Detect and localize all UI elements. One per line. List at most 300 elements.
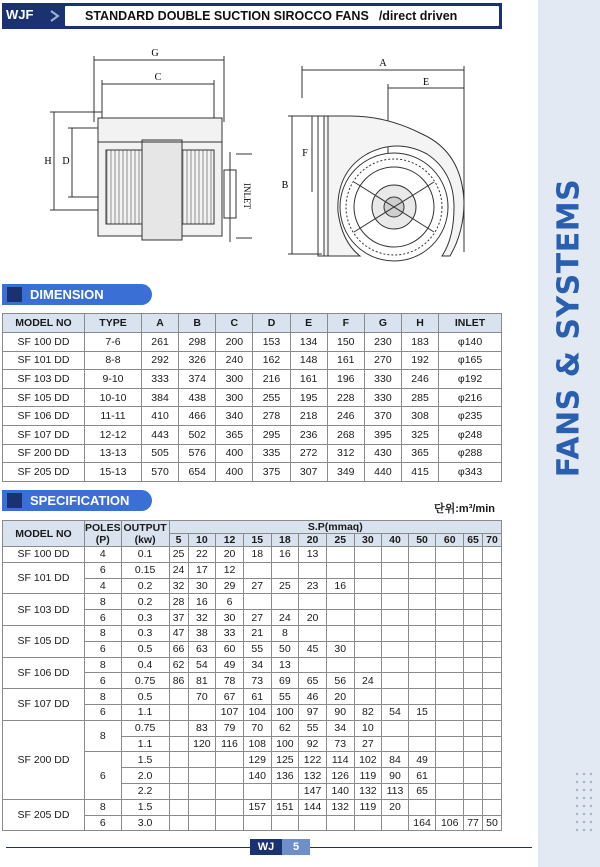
airflow-cell xyxy=(382,641,409,657)
dimension-cell: 340 xyxy=(216,407,253,426)
poles-unit: (P) xyxy=(95,533,110,546)
dimension-cell: 150 xyxy=(327,333,364,352)
airflow-cell: 46 xyxy=(299,689,327,705)
dimension-cell: 384 xyxy=(142,388,179,407)
airflow-cell xyxy=(408,547,436,563)
airflow-cell: 132 xyxy=(354,783,382,799)
dimension-col-header: G xyxy=(364,314,401,333)
airflow-cell: 45 xyxy=(299,641,327,657)
dimension-cell: 148 xyxy=(290,351,327,370)
airflow-cell xyxy=(271,562,299,578)
airflow-cell xyxy=(436,547,464,563)
airflow-cell: 113 xyxy=(382,783,409,799)
airflow-cell xyxy=(299,657,327,673)
spec-row xyxy=(3,547,502,563)
airflow-cell: 49 xyxy=(216,657,244,673)
dimension-cell: 12-12 xyxy=(85,425,142,444)
airflow-cell: 24 xyxy=(169,562,188,578)
page-subtitle: /direct driven xyxy=(378,9,458,23)
dimension-cell: 400 xyxy=(216,463,253,482)
airflow-cell xyxy=(436,641,464,657)
airflow-cell: 29 xyxy=(216,578,244,594)
airflow-cell: 32 xyxy=(169,578,188,594)
airflow-cell xyxy=(408,689,436,705)
dimension-cell: 375 xyxy=(253,463,290,482)
airflow-cell: 25 xyxy=(169,547,188,563)
dimension-cell: 268 xyxy=(327,425,364,444)
airflow-cell xyxy=(483,768,502,784)
airflow-cell: 24 xyxy=(271,610,299,626)
dimension-cell: 285 xyxy=(401,388,438,407)
dimension-cell: 430 xyxy=(364,444,401,463)
airflow-cell: 60 xyxy=(216,641,244,657)
spec-row xyxy=(3,799,502,815)
unit-label: 단위:m³/min xyxy=(434,503,495,515)
dimension-cell: 443 xyxy=(142,425,179,444)
model-cell: SF 105 DD xyxy=(3,388,85,407)
airflow-cell xyxy=(408,562,436,578)
dimension-cell: 236 xyxy=(290,425,327,444)
dim-label-c: C xyxy=(154,72,162,83)
dimension-col-header: F xyxy=(327,314,364,333)
dimension-row xyxy=(3,407,502,426)
airflow-cell xyxy=(169,768,188,784)
airflow-cell: 116 xyxy=(216,736,244,752)
sp-value-header: 18 xyxy=(271,534,299,547)
model-cell: SF 107 DD xyxy=(3,689,85,721)
airflow-cell: 63 xyxy=(188,641,216,657)
airflow-cell: 136 xyxy=(271,768,299,784)
output-cell: 0.1 xyxy=(121,547,169,563)
airflow-cell xyxy=(436,657,464,673)
output-cell: 0.75 xyxy=(121,720,169,736)
airflow-cell: 114 xyxy=(326,752,354,768)
spec-sp-header: S.P(mmaq) xyxy=(169,521,501,534)
airflow-cell xyxy=(483,594,502,610)
dimension-cell: 218 xyxy=(290,407,327,426)
airflow-cell xyxy=(354,610,382,626)
dimension-cell: 230 xyxy=(364,333,401,352)
airflow-cell: 13 xyxy=(271,657,299,673)
airflow-cell: 62 xyxy=(169,657,188,673)
airflow-cell: 55 xyxy=(299,720,327,736)
airflow-cell xyxy=(216,783,244,799)
airflow-cell: 140 xyxy=(243,768,271,784)
airflow-cell xyxy=(464,689,483,705)
output-cell: 0.2 xyxy=(121,578,169,594)
dimension-cell: 410 xyxy=(142,407,179,426)
model-cell: SF 101 DD xyxy=(3,351,85,370)
airflow-cell: 17 xyxy=(188,562,216,578)
airflow-cell xyxy=(436,736,464,752)
model-cell: SF 103 DD xyxy=(3,370,85,389)
dimension-cell: φ288 xyxy=(439,444,502,463)
airflow-cell xyxy=(408,625,436,641)
inlet-label: INLET xyxy=(242,183,252,209)
airflow-cell: 38 xyxy=(188,625,216,641)
airflow-cell: 34 xyxy=(326,720,354,736)
airflow-cell: 55 xyxy=(271,689,299,705)
dimension-cell: 374 xyxy=(179,370,216,389)
model-cell: SF 101 DD xyxy=(3,562,85,594)
sp-value-header: 40 xyxy=(382,534,409,547)
airflow-cell xyxy=(271,815,299,831)
airflow-cell: 28 xyxy=(169,594,188,610)
dimension-cell: 270 xyxy=(364,351,401,370)
page-title: STANDARD DOUBLE SUCTION SIROCCO FANS /direct driven xyxy=(64,5,500,27)
airflow-cell: 102 xyxy=(354,752,382,768)
airflow-cell xyxy=(382,736,409,752)
dimension-cell: 466 xyxy=(179,407,216,426)
dimension-cell: 570 xyxy=(142,463,179,482)
output-cell: 0.3 xyxy=(121,610,169,626)
airflow-cell: 25 xyxy=(271,578,299,594)
airflow-cell xyxy=(382,689,409,705)
airflow-cell: 132 xyxy=(326,799,354,815)
sp-value-header: 5 xyxy=(169,534,188,547)
airflow-cell: 56 xyxy=(326,673,354,689)
dimension-cell: 161 xyxy=(327,351,364,370)
airflow-cell xyxy=(169,752,188,768)
dimension-cell: 240 xyxy=(216,351,253,370)
airflow-cell xyxy=(464,736,483,752)
dimension-cell: 349 xyxy=(327,463,364,482)
sp-value-header: 15 xyxy=(243,534,271,547)
airflow-cell xyxy=(436,562,464,578)
airflow-cell: 78 xyxy=(216,673,244,689)
dimension-cell: φ165 xyxy=(439,351,502,370)
sp-value-header: 25 xyxy=(326,534,354,547)
airflow-cell: 6 xyxy=(216,594,244,610)
series-code: WJF xyxy=(6,7,34,22)
dimension-section-title: DIMENSION xyxy=(2,284,152,305)
arrow-icon xyxy=(48,7,62,25)
airflow-cell: 33 xyxy=(216,625,244,641)
airflow-cell: 8 xyxy=(271,625,299,641)
airflow-cell: 140 xyxy=(326,783,354,799)
airflow-cell xyxy=(326,610,354,626)
poles-cell: 8 xyxy=(85,594,122,610)
airflow-cell xyxy=(483,673,502,689)
airflow-cell xyxy=(299,815,327,831)
dimension-cell: 330 xyxy=(364,388,401,407)
airflow-cell xyxy=(436,768,464,784)
airflow-cell: 79 xyxy=(216,720,244,736)
airflow-cell: 20 xyxy=(326,689,354,705)
airflow-cell xyxy=(464,704,483,720)
airflow-cell: 24 xyxy=(354,673,382,689)
airflow-cell: 27 xyxy=(243,578,271,594)
airflow-cell xyxy=(436,704,464,720)
airflow-cell xyxy=(408,736,436,752)
airflow-cell: 108 xyxy=(243,736,271,752)
airflow-cell: 164 xyxy=(408,815,436,831)
airflow-cell: 100 xyxy=(271,736,299,752)
airflow-cell: 107 xyxy=(216,704,244,720)
airflow-cell: 27 xyxy=(243,610,271,626)
dimension-cell: 365 xyxy=(216,425,253,444)
dim-label-h: H xyxy=(44,156,52,167)
output-cell: 2.2 xyxy=(121,783,169,799)
output-cell: 0.3 xyxy=(121,625,169,641)
dimension-cell: 576 xyxy=(179,444,216,463)
poles-cell: 8 xyxy=(85,625,122,641)
dimension-cell: 335 xyxy=(253,444,290,463)
airflow-cell xyxy=(483,720,502,736)
airflow-cell xyxy=(436,578,464,594)
fan-dimension-drawing xyxy=(2,42,500,267)
airflow-cell: 70 xyxy=(188,689,216,705)
airflow-cell xyxy=(483,736,502,752)
airflow-cell xyxy=(382,625,409,641)
dimension-cell: 11-11 xyxy=(85,407,142,426)
airflow-cell: 32 xyxy=(188,610,216,626)
dimension-cell: 400 xyxy=(216,444,253,463)
airflow-cell xyxy=(216,815,244,831)
dimension-cell: 326 xyxy=(179,351,216,370)
airflow-cell xyxy=(483,689,502,705)
airflow-cell xyxy=(299,562,327,578)
airflow-cell xyxy=(483,625,502,641)
poles-cell: 6 xyxy=(85,562,122,578)
airflow-cell: 20 xyxy=(382,799,409,815)
airflow-cell xyxy=(382,610,409,626)
airflow-cell xyxy=(464,625,483,641)
airflow-cell xyxy=(271,783,299,799)
dimension-cell: 330 xyxy=(364,370,401,389)
dimension-cell: 134 xyxy=(290,333,327,352)
model-cell: SF 100 DD xyxy=(3,547,85,563)
airflow-cell: 81 xyxy=(188,673,216,689)
dimension-cell: 272 xyxy=(290,444,327,463)
airflow-cell xyxy=(408,673,436,689)
airflow-cell xyxy=(464,610,483,626)
airflow-cell xyxy=(169,689,188,705)
airflow-cell: 54 xyxy=(382,704,409,720)
airflow-cell: 20 xyxy=(299,610,327,626)
model-cell: SF 107 DD xyxy=(3,425,85,444)
airflow-cell xyxy=(354,547,382,563)
dimension-cell: 278 xyxy=(253,407,290,426)
poles-cell: 6 xyxy=(85,704,122,720)
airflow-cell xyxy=(382,673,409,689)
dimension-row xyxy=(3,425,502,444)
airflow-cell xyxy=(436,752,464,768)
poles-label: POLES xyxy=(85,521,121,534)
airflow-cell xyxy=(483,783,502,799)
output-cell: 1.1 xyxy=(121,704,169,720)
airflow-cell xyxy=(436,625,464,641)
dimension-cell: φ248 xyxy=(439,425,502,444)
dimension-cell: 8-8 xyxy=(85,351,142,370)
airflow-cell xyxy=(243,815,271,831)
model-cell: SF 200 DD xyxy=(3,444,85,463)
airflow-cell: 13 xyxy=(299,547,327,563)
airflow-cell xyxy=(354,815,382,831)
poles-cell: 6 xyxy=(85,673,122,689)
airflow-cell xyxy=(382,815,409,831)
airflow-cell: 69 xyxy=(271,673,299,689)
airflow-cell xyxy=(408,610,436,626)
model-cell: SF 205 DD xyxy=(3,799,85,831)
airflow-cell xyxy=(188,752,216,768)
airflow-cell: 16 xyxy=(188,594,216,610)
spec-header-row xyxy=(3,521,502,534)
airflow-cell: 100 xyxy=(271,704,299,720)
dimension-cell: 13-13 xyxy=(85,444,142,463)
airflow-cell xyxy=(326,594,354,610)
airflow-cell xyxy=(483,752,502,768)
spec-poles-header xyxy=(85,521,122,547)
dim-label-a: A xyxy=(379,58,387,69)
poles-cell: 4 xyxy=(85,578,122,594)
dimension-cell: 308 xyxy=(401,407,438,426)
airflow-cell: 65 xyxy=(408,783,436,799)
airflow-cell xyxy=(326,562,354,578)
model-cell: SF 103 DD xyxy=(3,594,85,626)
dimension-cell: 10-10 xyxy=(85,388,142,407)
airflow-cell: 106 xyxy=(436,815,464,831)
airflow-cell: 129 xyxy=(243,752,271,768)
dimension-cell: 183 xyxy=(401,333,438,352)
airflow-cell xyxy=(299,594,327,610)
airflow-cell xyxy=(436,799,464,815)
dimension-cell: 370 xyxy=(364,407,401,426)
airflow-cell xyxy=(169,783,188,799)
dimension-cell: 440 xyxy=(364,463,401,482)
airflow-cell: 55 xyxy=(243,641,271,657)
airflow-cell xyxy=(271,594,299,610)
output-cell: 0.75 xyxy=(121,673,169,689)
dimension-cell: φ192 xyxy=(439,370,502,389)
dimension-cell: 395 xyxy=(364,425,401,444)
airflow-cell xyxy=(169,736,188,752)
dimension-cell: 365 xyxy=(401,444,438,463)
spec-model-header: MODEL NO xyxy=(3,521,85,547)
airflow-cell: 66 xyxy=(169,641,188,657)
airflow-cell: 97 xyxy=(299,704,327,720)
model-cell: SF 105 DD xyxy=(3,625,85,657)
airflow-cell xyxy=(464,657,483,673)
dot-grid-decoration xyxy=(574,770,596,834)
model-cell: SF 106 DD xyxy=(3,407,85,426)
airflow-cell xyxy=(326,547,354,563)
output-cell: 0.5 xyxy=(121,641,169,657)
airflow-cell xyxy=(188,768,216,784)
airflow-cell xyxy=(464,720,483,736)
dimension-table xyxy=(2,313,502,482)
airflow-cell xyxy=(483,704,502,720)
airflow-cell xyxy=(382,562,409,578)
dimension-cell: 9-10 xyxy=(85,370,142,389)
model-cell: SF 100 DD xyxy=(3,333,85,352)
airflow-cell xyxy=(436,673,464,689)
airflow-cell xyxy=(354,641,382,657)
airflow-cell xyxy=(408,578,436,594)
dimension-col-header: TYPE xyxy=(85,314,142,333)
dimension-col-header: A xyxy=(142,314,179,333)
poles-cell: 8 xyxy=(85,720,122,752)
airflow-cell xyxy=(464,799,483,815)
airflow-cell xyxy=(408,641,436,657)
airflow-cell xyxy=(326,815,354,831)
dimension-cell: 7-6 xyxy=(85,333,142,352)
airflow-cell xyxy=(483,641,502,657)
airflow-cell xyxy=(408,657,436,673)
dimension-cell: 502 xyxy=(179,425,216,444)
dimension-row xyxy=(3,444,502,463)
airflow-cell xyxy=(408,594,436,610)
airflow-cell: 119 xyxy=(354,799,382,815)
dim-label-d: D xyxy=(62,156,70,167)
airflow-cell xyxy=(483,547,502,563)
airflow-cell xyxy=(483,578,502,594)
output-cell: 1.5 xyxy=(121,799,169,815)
airflow-cell xyxy=(408,799,436,815)
airflow-cell: 126 xyxy=(326,768,354,784)
airflow-cell: 54 xyxy=(188,657,216,673)
airflow-cell: 10 xyxy=(354,720,382,736)
airflow-cell xyxy=(169,815,188,831)
dim-label-f: F xyxy=(302,148,308,159)
airflow-cell xyxy=(483,799,502,815)
dimension-cell: 292 xyxy=(142,351,179,370)
airflow-cell: 22 xyxy=(188,547,216,563)
airflow-cell: 67 xyxy=(216,689,244,705)
sp-value-header: 50 xyxy=(408,534,436,547)
dimension-cell: 333 xyxy=(142,370,179,389)
airflow-cell: 83 xyxy=(188,720,216,736)
airflow-cell xyxy=(354,625,382,641)
specification-table xyxy=(2,520,502,831)
dimension-cell: 192 xyxy=(401,351,438,370)
airflow-cell: 144 xyxy=(299,799,327,815)
sp-value-header: 30 xyxy=(354,534,382,547)
airflow-cell xyxy=(169,704,188,720)
output-unit: (kw) xyxy=(134,533,156,546)
airflow-cell xyxy=(464,673,483,689)
page-footer xyxy=(0,838,536,857)
output-cell: 2.0 xyxy=(121,768,169,784)
airflow-cell xyxy=(464,594,483,610)
poles-cell: 8 xyxy=(85,799,122,815)
airflow-cell: 30 xyxy=(216,610,244,626)
airflow-cell: 86 xyxy=(169,673,188,689)
output-cell: 1.5 xyxy=(121,752,169,768)
output-cell: 0.5 xyxy=(121,689,169,705)
specification-section-title: SPECIFICATION xyxy=(2,490,152,511)
sp-value-header: 65 xyxy=(464,534,483,547)
dimension-cell: 300 xyxy=(216,388,253,407)
airflow-cell: 18 xyxy=(243,547,271,563)
airflow-cell: 30 xyxy=(188,578,216,594)
airflow-cell: 90 xyxy=(326,704,354,720)
airflow-cell xyxy=(354,594,382,610)
poles-cell: 8 xyxy=(85,689,122,705)
dimension-cell: 246 xyxy=(327,407,364,426)
dimension-row xyxy=(3,463,502,482)
dimension-row xyxy=(3,370,502,389)
airflow-cell xyxy=(436,689,464,705)
airflow-cell: 73 xyxy=(326,736,354,752)
dimension-cell: 161 xyxy=(290,370,327,389)
dimension-cell: 307 xyxy=(290,463,327,482)
airflow-cell xyxy=(436,783,464,799)
airflow-cell xyxy=(326,657,354,673)
airflow-cell: 104 xyxy=(243,704,271,720)
model-cell: SF 205 DD xyxy=(3,463,85,482)
airflow-cell: 157 xyxy=(243,799,271,815)
